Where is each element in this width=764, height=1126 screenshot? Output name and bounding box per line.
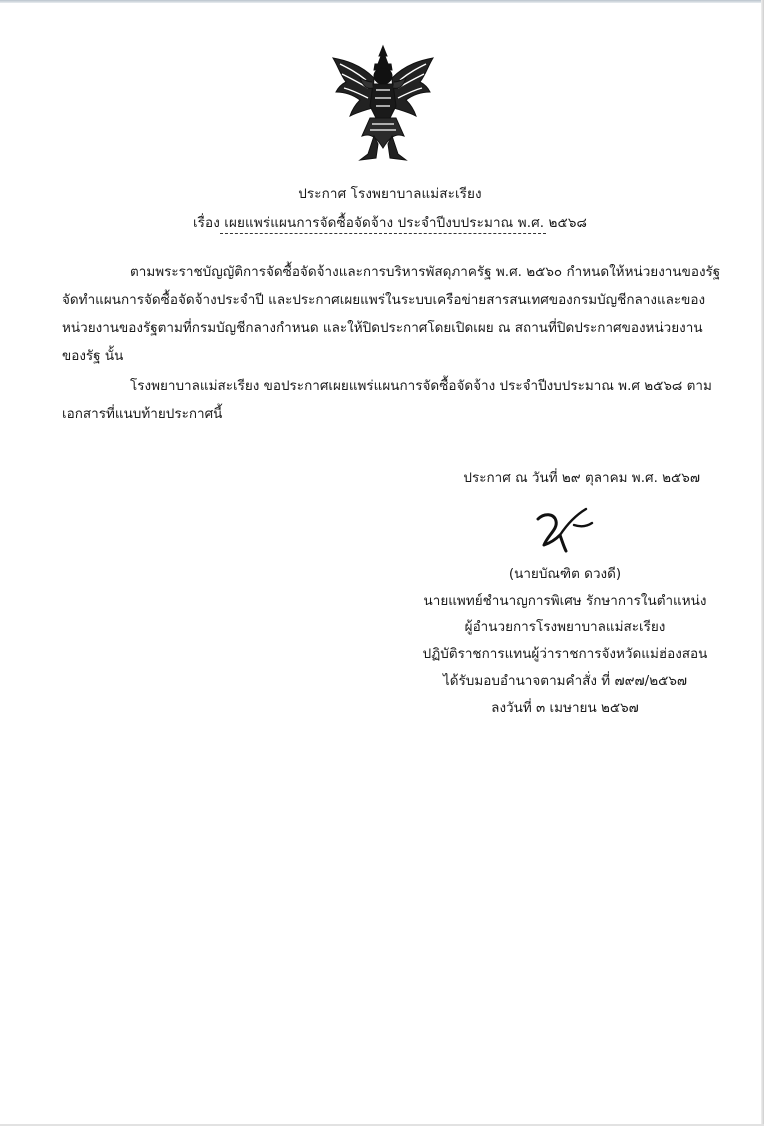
signer-authority: ได้รับมอบอำนาจตามคำสั่ง ที่ ๗๙๗/๒๕๖๗ [442, 672, 688, 689]
body-paragraph-1 [62, 258, 721, 370]
announcement-date: ประกาศ ณ วันที่ ๒๙ ตุลาคม พ.ศ. ๒๕๖๗ [463, 470, 700, 486]
body-line: หน่วยงานของรัฐตามที่กรมบัญชีกลางกำหนด และให้ปิดประกาศโดยเปิดเผย ณ สถานที่ปิดประกาศของหน่วยงาน [62, 320, 703, 336]
body-paragraph-2 [62, 372, 712, 428]
body-line: เอกสารที่แนบท้ายประกาศนี้ [62, 406, 223, 422]
announcement-subject: เรื่อง เผยแพร่แผนการจัดซื้อจัดจ้าง ประจำปีงบประมาณ พ.ศ. ๒๕๖๘ [192, 215, 588, 231]
signer-authority-date: ลงวันที่ ๓ เมษายน ๒๕๖๗ [491, 699, 639, 716]
signer-name: (นายบัณฑิต ดวงดี) [508, 566, 622, 582]
body-line: จัดทำแผนการจัดซื้อจัดจ้างประจำปี และประกาศเผยแพร่ในระบบเครือข่ายสารสนเทศของกรมบัญชีกลางและของ [62, 292, 706, 308]
signer-role: ผู้อำนวยการโรงพยาบาลแม่สะเรียง [464, 619, 666, 636]
signer-block [420, 561, 710, 721]
garuda-emblem-icon [330, 44, 436, 162]
scan-edge-top [0, 0, 764, 3]
signer-position: นายแพทย์ชำนาญการพิเศษ รักษาการในตำแหน่ง [423, 592, 707, 609]
body-line: ตามพระราชบัญญัติการจัดซื้อจัดจ้างและการบริหารพัสดุภาครัฐ พ.ศ. ๒๕๖๐ กำหนดให้หน่วยงานของรัฐ [130, 264, 721, 280]
dashed-separator [220, 233, 546, 234]
signer-acting: ปฏิบัติราชการแทนผู้ว่าราชการจังหวัดแม่ฮ่องสอน [422, 646, 708, 663]
body-line: โรงพยาบาลแม่สะเรียง ขอประกาศเผยแพร่แผนการจัดซื้อจัดจ้าง ประจำปีงบประมาณ พ.ศ ๒๕๖๘ ตาม [130, 378, 712, 394]
handwritten-signature [530, 505, 600, 555]
body-line: ของรัฐ นั้น [62, 348, 124, 364]
announcement-title: ประกาศ โรงพยาบาลแม่สะเรียง [298, 186, 482, 202]
